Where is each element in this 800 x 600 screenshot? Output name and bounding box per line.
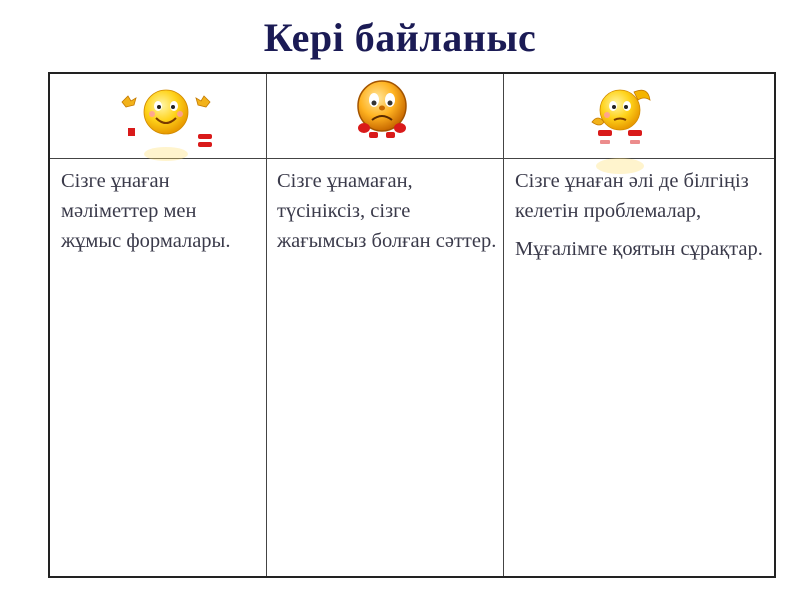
- happy-smiley-icon: [114, 82, 218, 162]
- slide-title: Кері байланыс: [263, 15, 537, 60]
- cell-questions-text-2: Мұғалімге қоятын сұрақтар.: [515, 238, 763, 260]
- sad-smiley-icon: [351, 78, 413, 142]
- column-divider: [503, 74, 504, 576]
- cell-disliked-text: Сізге ұнамаған, түсініксіз, сізге жағымсыз болған сәттер.: [277, 170, 497, 252]
- column-divider: [266, 74, 267, 576]
- cell-liked: [61, 166, 261, 264]
- feedback-table: [48, 72, 776, 578]
- cell-questions: [515, 166, 765, 272]
- cell-liked-text: Сізге ұнаған мәліметтер мен жұмыс формалары.: [61, 170, 231, 252]
- cell-disliked: [277, 166, 497, 264]
- cell-questions-text-1: Сізге ұнаған әлі де білгіңіз келетін проблемалар,: [515, 170, 749, 222]
